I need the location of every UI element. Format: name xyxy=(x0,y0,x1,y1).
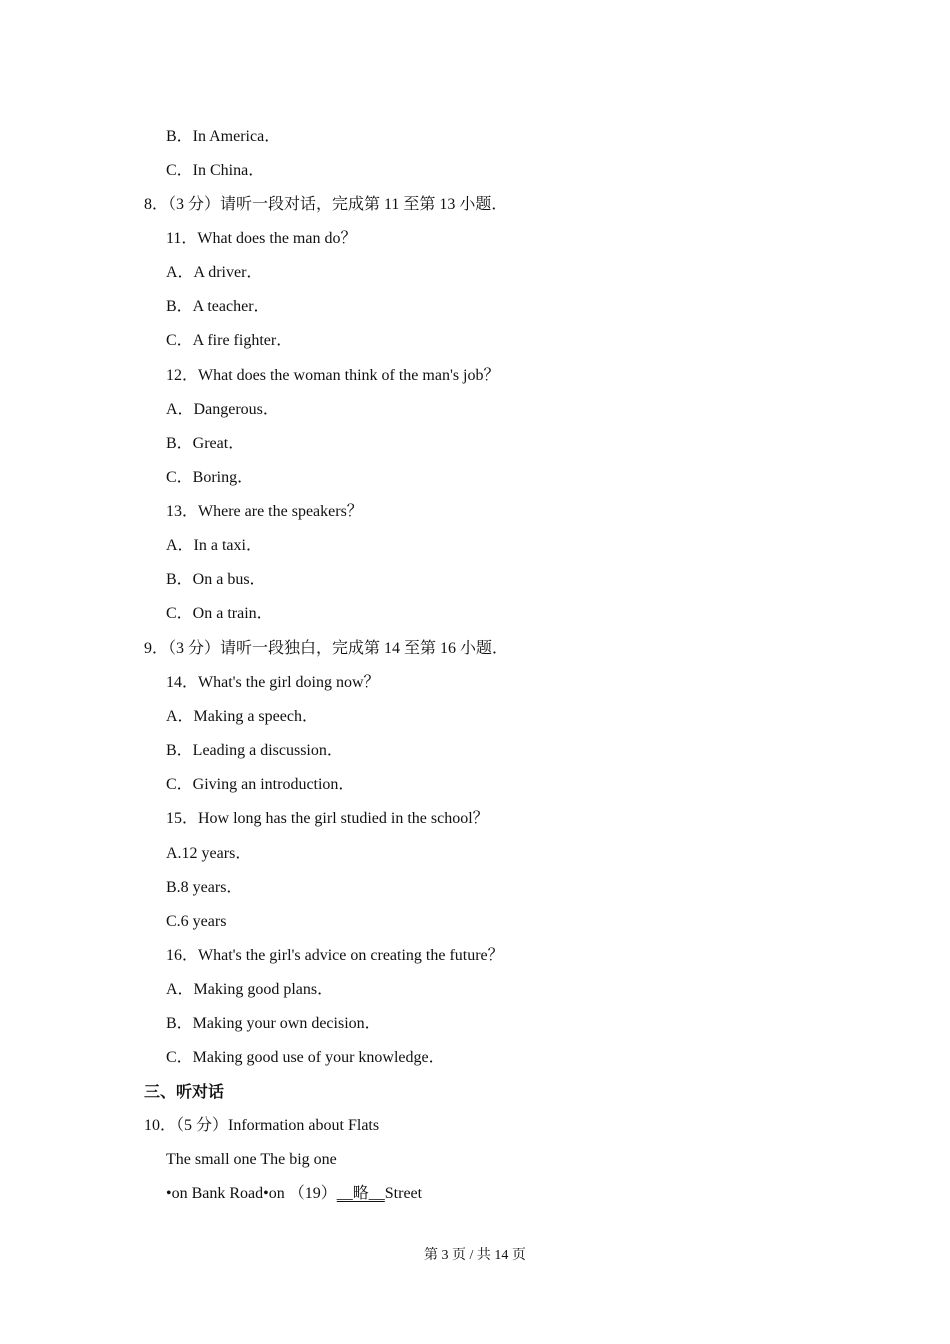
answer-blank: __略__ xyxy=(336,1185,385,1202)
question-8-stem: 8．（3 分）请听一段对话，完成第 11 至第 13 小题． xyxy=(144,196,508,213)
question-16: 16．What's the girl's advice on creating the future？ xyxy=(166,947,504,964)
option-7c: C．In China． xyxy=(166,162,265,179)
option-12a: A．Dangerous． xyxy=(166,401,279,418)
option-12c: C．Boring． xyxy=(166,469,254,486)
option-13c: C．On a train． xyxy=(166,605,273,622)
option-14c: C．Giving an introduction． xyxy=(166,776,355,793)
option-12b: B．Great． xyxy=(166,435,245,452)
option-11a: A．A driver． xyxy=(166,264,263,281)
page-footer: 第 3 页 / 共 14 页 xyxy=(424,1248,526,1263)
option-7b: B．In America． xyxy=(166,128,281,145)
question-10-stem: 10．（5 分）Information about Flats xyxy=(144,1117,380,1134)
question-9-stem: 9．（3 分）请听一段独白，完成第 14 至第 16 小题． xyxy=(144,640,509,657)
option-13b: B．On a bus． xyxy=(166,571,266,588)
question-12: 12．What does the woman think of the man's job？ xyxy=(166,367,500,384)
option-15a: A.12 years． xyxy=(166,845,252,862)
option-15b: B.8 years． xyxy=(166,879,243,896)
option-11b: B．A teacher． xyxy=(166,298,270,315)
option-16c: C．Making good use of your knowledge． xyxy=(166,1049,445,1066)
section-heading: 三、听对话 xyxy=(144,1084,225,1101)
row-prefix: •on Bank Road•on （19） xyxy=(166,1185,337,1202)
row-suffix: Street xyxy=(384,1185,423,1202)
option-16a: A．Making good plans． xyxy=(166,981,334,998)
option-16b: B．Making your own decision． xyxy=(166,1015,381,1032)
question-13: 13．Where are the speakers？ xyxy=(166,503,363,520)
table-row-line xyxy=(166,1184,422,1204)
table-header-line: The small one The big one xyxy=(166,1151,337,1168)
question-11: 11．What does the man do？ xyxy=(166,230,357,247)
option-13a: A．In a taxi． xyxy=(166,537,262,554)
option-11c: C．A fire fighter． xyxy=(166,332,293,349)
question-14: 14．What's the girl doing now？ xyxy=(166,674,380,691)
option-14b: B．Leading a discussion． xyxy=(166,742,343,759)
option-14a: A．Making a speech． xyxy=(166,708,318,725)
option-15c: C.6 years xyxy=(166,913,227,930)
question-15: 15．How long has the girl studied in the school？ xyxy=(166,810,489,827)
